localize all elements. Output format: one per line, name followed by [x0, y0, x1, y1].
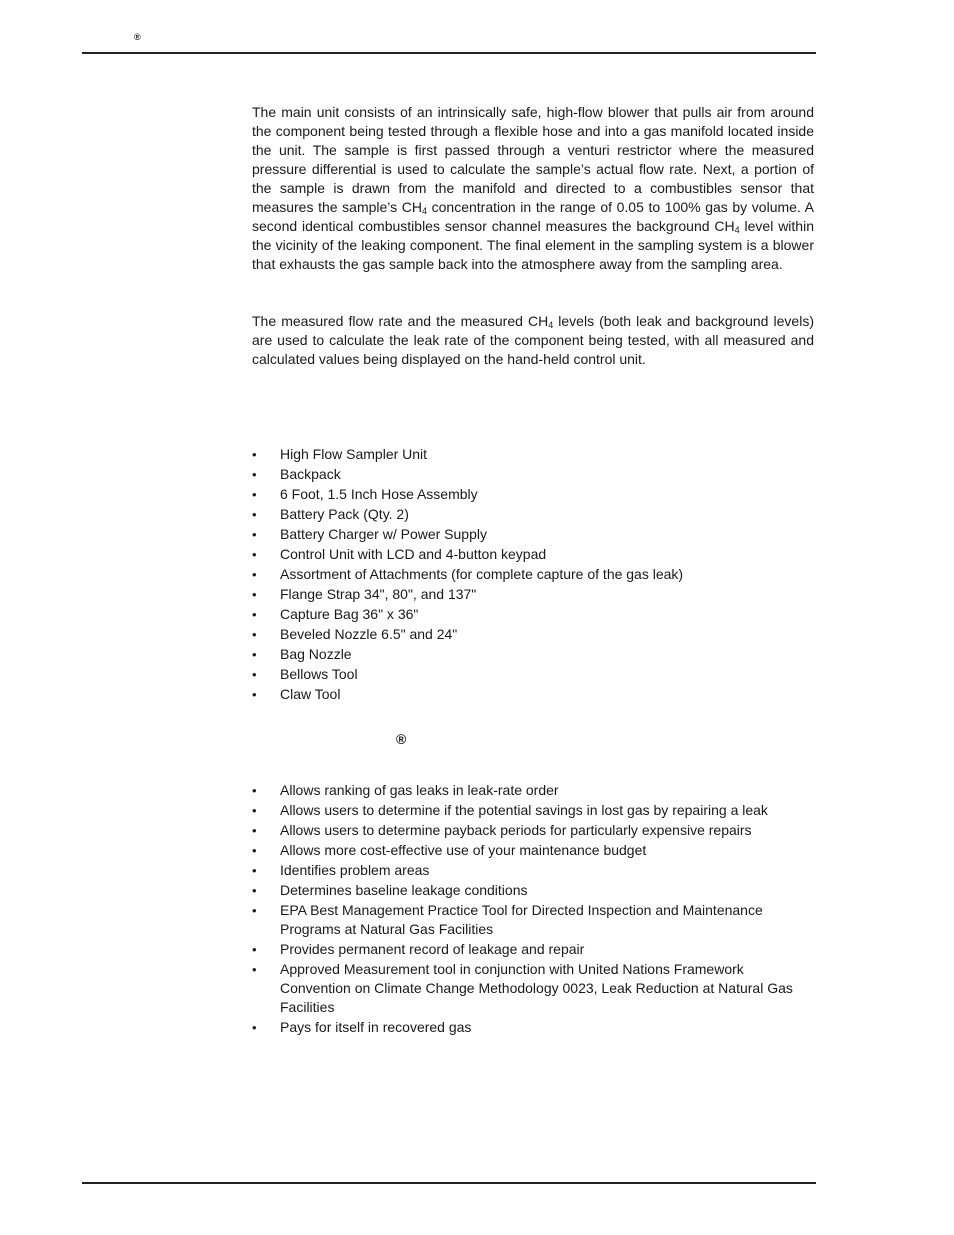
list-item: • 6 Foot, 1.5 Inch Hose Assembly [252, 485, 814, 504]
p2-text-a: The measured flow rate and the measured CH [252, 313, 549, 329]
p1-text-b: concentration in the range of 0.05 to 100% gas by volume. A second identical combustibles sensor channel measures the background CH [252, 199, 814, 234]
p2-text-b: levels (both leak and background levels) are used to calculate the leak rate of the component being tested, with all measured and calculated values being displayed on the hand-held control unit. [252, 313, 814, 367]
p2-subscript-a: 4 [548, 320, 554, 330]
list-item: • EPA Best Management Practice Tool for Directed Inspection and Maintenance Programs at Natural Gas Facilities [252, 901, 814, 939]
list-item: • Allows ranking of gas leaks in leak-rate order [252, 781, 814, 800]
benefits-registered-mark: ® [396, 731, 407, 747]
list-item: • Pays for itself in recovered gas [252, 1018, 814, 1037]
p1-text-a: The main unit consists of an intrinsically safe, high-flow blower that pulls air from around the component being tested through a flexible hose and into a gas manifold located inside the unit. The sample is first passed through a venturi restrictor where the measured pressure differential is used to calculate the sample’s actual flow rate. Next, a portion of the sample is drawn from the manifold and directed to a combustibles sensor that measures the sample’s CH [252, 104, 814, 215]
footer-rule [82, 1182, 816, 1184]
list-item: • Allows users to determine if the potential savings in lost gas by repairing a leak [252, 801, 814, 820]
p1-subscript-a: 4 [422, 206, 428, 216]
components-list [252, 445, 814, 705]
list-item: • Flange Strap 34", 80", and 137" [252, 585, 814, 604]
list-item: • Approved Measurement tool in conjunction with United Nations Framework Convention on Climate Change Methodology 0023, Leak Reduction at Natural Gas Facilities [252, 960, 814, 1017]
list-item: • Identifies problem areas [252, 861, 814, 880]
list-item: • Bellows Tool [252, 665, 814, 684]
list-item: • Provides permanent record of leakage and repair [252, 940, 814, 959]
list-item: • Claw Tool [252, 685, 814, 704]
list-item: • Backpack [252, 465, 814, 484]
benefits-list [252, 781, 814, 1038]
description-paragraph-2 [252, 312, 814, 369]
list-item: • Control Unit with LCD and 4-button keypad [252, 545, 814, 564]
description-paragraph-1 [252, 103, 814, 274]
header-rule [82, 52, 816, 54]
list-item: • Bag Nozzle [252, 645, 814, 664]
list-item: • High Flow Sampler Unit [252, 445, 814, 464]
p1-subscript-b: 4 [734, 225, 740, 235]
list-item: • Battery Charger w/ Power Supply [252, 525, 814, 544]
list-item: • Beveled Nozzle 6.5" and 24" [252, 625, 814, 644]
list-item: • Battery Pack (Qty. 2) [252, 505, 814, 524]
list-item: • Capture Bag 36" x 36" [252, 605, 814, 624]
header-registered-mark: ® [134, 32, 141, 42]
list-item: • Allows more cost-effective use of your maintenance budget [252, 841, 814, 860]
list-item: • Assortment of Attachments (for complete capture of the gas leak) [252, 565, 814, 584]
list-item: • Determines baseline leakage conditions [252, 881, 814, 900]
p1-text-c: level within the vicinity of the leaking component. The final element in the sampling system is a blower that exhausts the gas sample back into the atmosphere away from the sampling area. [252, 218, 814, 272]
list-item: • Allows users to determine payback periods for particularly expensive repairs [252, 821, 814, 840]
